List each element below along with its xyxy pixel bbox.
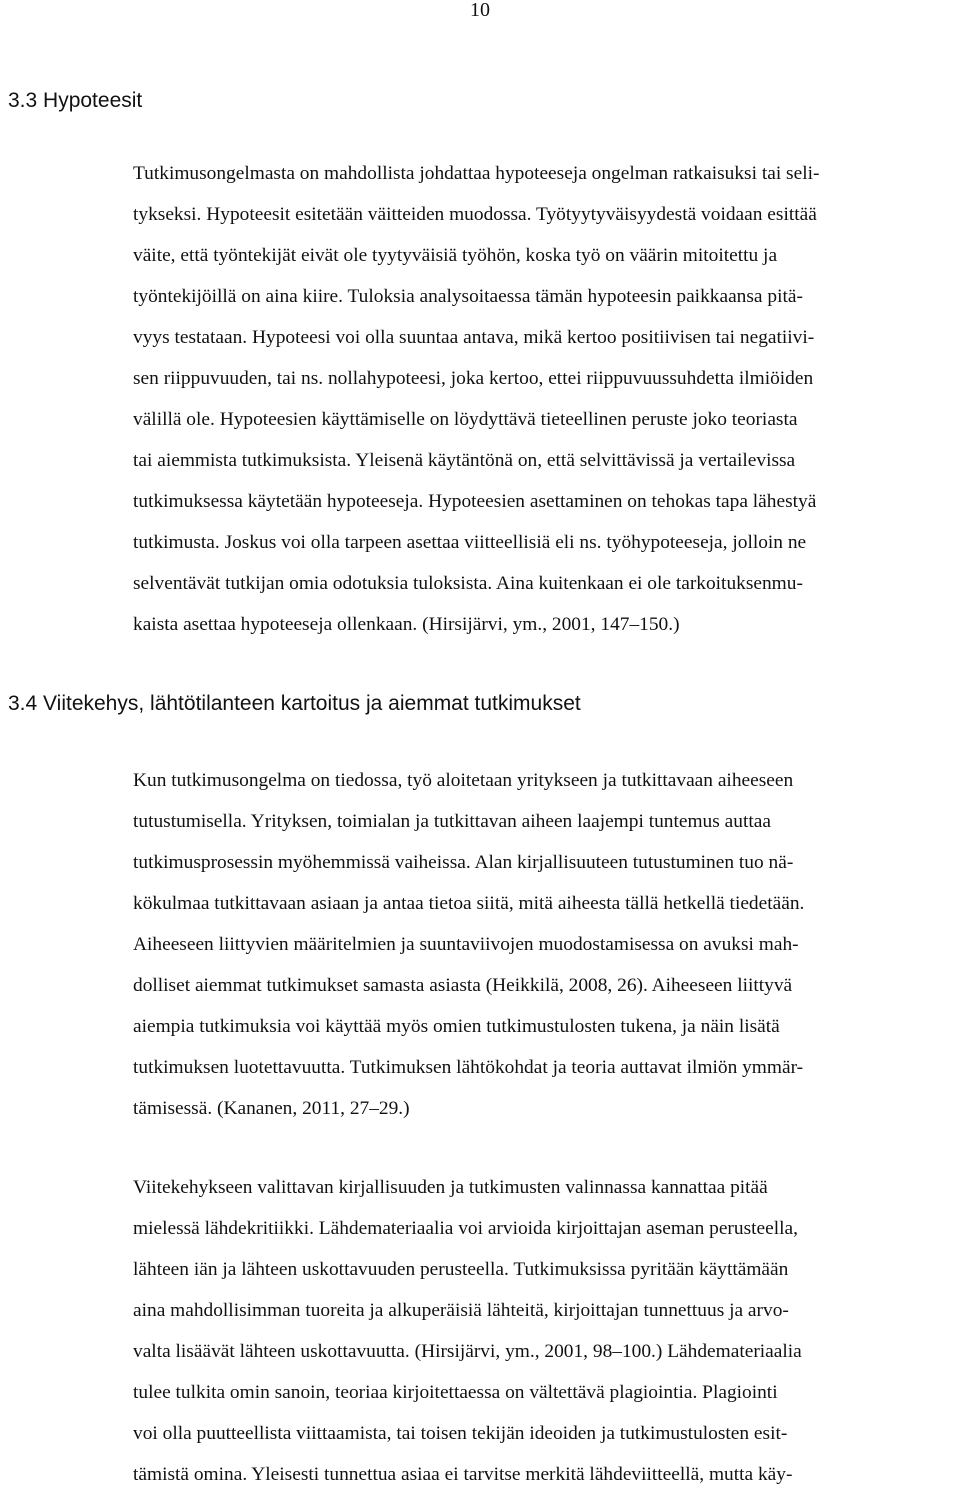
text-line: aiempia tutkimuksia voi käyttää myös omien tutkimustulosten tukena, ja näin lisätä [133, 1016, 780, 1037]
text-line: mielessä lähdekritiikki. Lähdemateriaalia voi arvioida kirjoittajan aseman perusteella, [133, 1218, 798, 1239]
text-line: tutkimusta. Joskus voi olla tarpeen asettaa viitteellisiä eli ns. työhypoteeseja, jolloin ne [133, 532, 807, 553]
text-line: voi olla puutteellista viittaamista, tai toisen tekijän ideoiden ja tutkimustulosten esit- [133, 1423, 788, 1444]
text-line: tämisessä. (Kananen, 2011, 27–29.) [133, 1098, 410, 1119]
text-line: dolliset aiemmat tutkimukset samasta asiasta (Heikkilä, 2008, 26). Aiheeseen liittyvä [133, 975, 793, 996]
text-line: välillä ole. Hypoteesien käyttämiselle on löydyttävä tieteellinen peruste joko teoriasta [133, 409, 798, 430]
text-line: tai aiemmista tutkimuksista. Yleisenä käytäntönä on, että selvittävissä ja vertailevissa [133, 450, 796, 471]
text-line: Viitekehykseen valittavan kirjallisuuden ja tutkimusten valinnassa kannattaa pitää [133, 1177, 768, 1198]
section-heading-3-3: 3.3 Hypoteesit [8, 89, 143, 112]
text-line: tutkimusprosessin myöhemmissä vaiheissa. Alan kirjallisuuteen tutustuminen tuo nä- [133, 852, 794, 873]
text-line: Aiheeseen liittyvien määritelmien ja suuntaviivojen muodostamisessa on avuksi mah- [133, 934, 799, 955]
text-line: vyys testataan. Hypoteesi voi olla suuntaa antava, mikä kertoo positiivisen tai negatiivi- [133, 327, 815, 348]
text-line: kaista asettaa hypoteeseja ollenkaan. (Hirsijärvi, ym., 2001, 147–150.) [133, 614, 680, 635]
text-line: tykseksi. Hypoteesit esitetään väitteiden muodossa. Työtyytyväisyydestä voidaan esittää [133, 204, 817, 225]
page-number: 10 [470, 0, 490, 21]
text-line: tutkimuksessa käytetään hypoteeseja. Hypoteesien asettaminen on tehokas tapa lähestyä [133, 491, 817, 512]
text-span: työntekijöillä on aina kiire. Tuloksia analysoitaessa tämän hypoteesin paikkaansa pitä- [133, 286, 803, 307]
text-line: valta lisäävät lähteen uskottavuutta. (Hirsijärvi, ym., 2001, 98–100.) Lähdemateriaalia [133, 1341, 802, 1362]
text-line: tutustumisella. Yrityksen, toimialan ja tutkittavan aiheen laajempi tuntemus auttaa [133, 811, 771, 832]
text-line: sen riippuvuuden, tai ns. nollahypoteesi, joka kertoo, ettei riippuvuussuhdetta ilmiöiden [133, 368, 814, 389]
text-line [133, 285, 803, 309]
text-line: kökulmaa tutkittavaan asiaan ja antaa tietoa siitä, mitä aiheesta tällä hetkellä tiedetään. [133, 893, 805, 914]
section-heading-3-4: 3.4 Viitekehys, lähtötilanteen kartoitus ja aiemmat tutkimukset [8, 692, 581, 715]
text-line: aina mahdollisimman tuoreita ja alkuperäisiä lähteitä, kirjoittajan tunnettuus ja arvo- [133, 1300, 789, 1321]
text-line: väite, että työntekijät eivät ole tyytyväisiä työhön, koska työ on väärin mitoitettu ja [133, 245, 778, 266]
text-line: lähteen iän ja lähteen uskottavuuden perusteella. Tutkimuksissa pyritään käyttämään [133, 1259, 789, 1280]
text-line: tulee tulkita omin sanoin, teoriaa kirjoitettaessa on vältettävä plagiointia. Plagiointi [133, 1382, 778, 1403]
text-line: Tutkimusongelmasta on mahdollista johdattaa hypoteeseja ongelman ratkaisuksi tai seli- [133, 163, 820, 184]
text-line: tutkimuksen luotettavuutta. Tutkimuksen lähtökohdat ja teoria auttavat ilmiön ymmär- [133, 1057, 804, 1078]
text-line: tämistä omina. Yleisesti tunnettua asiaa ei tarvitse merkitä lähdeviitteellä, mutta käy- [133, 1464, 793, 1485]
text-line: Kun tutkimusongelma on tiedossa, työ aloitetaan yritykseen ja tutkittavaan aiheeseen [133, 770, 794, 791]
text-line: selventävät tutkijan omia odotuksia tuloksista. Aina kuitenkaan ei ole tarkoituksenmu- [133, 573, 803, 594]
